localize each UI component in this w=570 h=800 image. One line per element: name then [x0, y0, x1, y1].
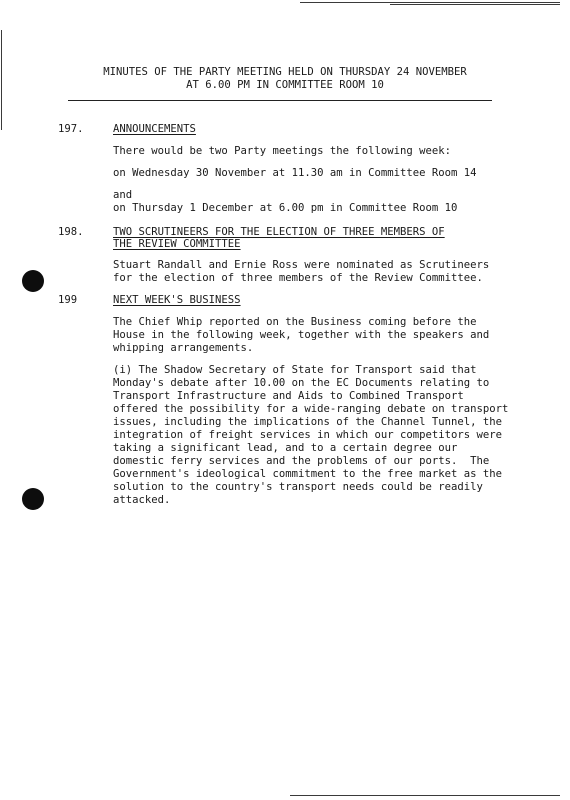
item-number: 199 — [58, 294, 78, 306]
paragraph-line: whipping arrangements. — [113, 342, 254, 354]
paragraph-line: Monday's debate after 10.00 on the EC Documents relating to — [113, 377, 490, 389]
item-heading: TWO SCRUTINEERS FOR THE ELECTION OF THREE MEMBERS OF — [113, 226, 445, 238]
scan-edge-top-thick — [390, 4, 560, 5]
item-heading: ANNOUNCEMENTS — [113, 123, 196, 135]
punch-hole-lower — [22, 488, 44, 510]
paragraph-line: domestic ferry services and the problems of our ports. The — [113, 455, 490, 467]
item-number: 198. — [58, 226, 84, 238]
paragraph-line: Transport Infrastructure and Aids to Combined Transport — [113, 390, 464, 402]
paragraph-line: offered the possibility for a wide-ranging debate on transport — [113, 403, 509, 415]
paragraph-line: and — [113, 189, 133, 201]
paragraph-line: The Chief Whip reported on the Business coming before the — [113, 316, 477, 328]
item-heading: THE REVIEW COMMITTEE — [113, 238, 241, 250]
scan-edge-bottom — [290, 795, 560, 796]
title-underline — [68, 100, 492, 101]
paragraph-line: integration of freight services in which our competitors were — [113, 429, 503, 441]
paragraph-line: on Thursday 1 December at 6.00 pm in Committee Room 10 — [113, 202, 458, 214]
punch-hole-upper — [22, 270, 44, 292]
item-number: 197. — [58, 123, 84, 135]
scan-edge-top — [300, 2, 560, 3]
paragraph-line: There would be two Party meetings the following week: — [113, 145, 452, 157]
paragraph-line: Government's ideological commitment to the free market as the — [113, 468, 503, 480]
paragraph-line: taking a significant lead, and to a certain degree our — [113, 442, 458, 454]
paragraph-line: Stuart Randall and Ernie Ross were nominated as Scrutineers — [113, 259, 490, 271]
paragraph-line: House in the following week, together with the speakers and — [113, 329, 490, 341]
paragraph-line: solution to the country's transport needs could be readily — [113, 481, 483, 493]
document-title-line-2: AT 6.00 PM IN COMMITTEE ROOM 10 — [186, 79, 384, 91]
paragraph-line: for the election of three members of the Review Committee. — [113, 272, 483, 284]
document-title-line-1: MINUTES OF THE PARTY MEETING HELD ON THURSDAY 24 NOVEMBER — [103, 66, 467, 78]
item-heading: NEXT WEEK'S BUSINESS — [113, 294, 241, 306]
paragraph-line: attacked. — [113, 494, 171, 506]
paragraph-line: (i) The Shadow Secretary of State for Transport said that — [113, 364, 477, 376]
paragraph-line: on Wednesday 30 November at 11.30 am in Committee Room 14 — [113, 167, 477, 179]
scan-edge-left — [1, 30, 2, 130]
paragraph-line: issues, including the implications of the Channel Tunnel, the — [113, 416, 503, 428]
